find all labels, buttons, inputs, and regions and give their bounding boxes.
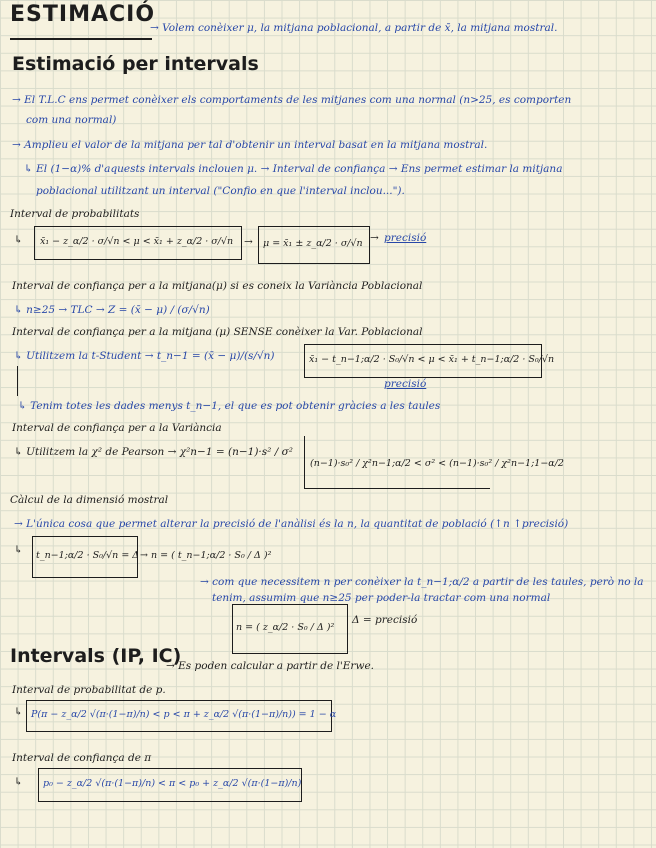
sample-size-formula: t_n−1;α/2 · S₀/√n = Δ [36,550,140,561]
variance-bracket-left [304,436,305,488]
t-interval-formula: x̄₁ − t_n−1;α/2 · S₀/√n < μ < x̄₁ + t_n−1;α/2 · S₀/√n [309,354,555,365]
ci-variance-title: Interval de confiança per a la Variància [12,422,222,434]
arrow-glyph: ↳ [14,706,23,718]
precision-arrow-1: → [370,232,379,244]
t-student-line: ↳ Utilitzem la t-Student → t_n−1 = (x̄ − μ)/(s/√n) [14,350,275,362]
variance-bracket-bottom [304,488,490,489]
ci-unknown-title: Interval de confiança per a la mitjana (μ) SENSE conèixer la Var. Poblacional [12,326,423,338]
tables-note: ↳ Tenim totes les dades menys t_n−1, el que es pot obtenir gràcies a les taules [18,400,441,412]
pearson-line: ↳ Utilitzem la χ² de Pearson → χ²n−1 = (n−1)·s² / σ² [14,446,293,458]
pm-formula: μ = x̄₁ ± z_α/2 · σ/√n [263,238,363,249]
arrow-glyph: ↳ [14,776,23,788]
delta-precision-label: Δ = precisió [352,614,418,626]
ip-formula: P(π − z_α/2 √(π·(1−π)/n) < p < π + z_α/2 √(π·(1−π)/n)) = 1 − α [31,709,337,720]
sample-size-note-continuation: tenim, assumim que n≥25 per poder-la tractar com una normal [212,592,551,604]
page-title: ESTIMACIÓ [10,2,156,27]
tlc-bullet-continuation: com una normal) [26,114,117,126]
title-definition: → Volem conèixer μ, la mitjana poblacional, a partir de x̄, la mitjana mostral. [150,22,558,34]
arrow-to-pm: → [244,236,253,248]
title-underline [10,38,152,40]
precision-label-1: precisió [384,232,427,244]
section2-subtitle: → Es poden calcular a partir de l'Erwe. [166,660,374,672]
variance-interval-formula: (n−1)·s₀² / χ²n−1;α/2 < σ² < (n−1)·s₀² / χ²n−1;1−α/2 [310,458,564,469]
arrow-glyph: ↳ [14,234,23,246]
amplify-bullet: → Amplieu el valor de la mitjana per tal d'obtenir un interval basat en la mitjana mostral. [12,139,488,151]
section-title-intervals-ip-ic: Intervals (IP, IC) [10,645,182,667]
ci-known-title: Interval de confiança per a la mitjana(μ) si es coneix la Variància Poblacional [12,280,423,292]
ip-title: Interval de probabilitat de p. [12,684,166,696]
precision-label-2: precisió [384,378,427,390]
sample-size-intro: → L'única cosa que permet alterar la precisió de l'anàlisi és la n, la quantitat de població (↑n ↑precisió) [14,518,569,530]
left-bracket-unknown [17,366,18,396]
prob-interval-title: Interval de probabilitats [10,208,140,220]
tlc-bullet: → El T.L.C ens permet conèixer els comportaments de les mitjanes com una normal (n>25, es comporten [12,94,572,106]
section-title-estimation-intervals: Estimació per intervals [12,53,259,75]
sample-size-note: → com que necessitem n per conèixer la t_n−1;α/2 a partir de les taules, però no la [200,576,644,588]
ic-title: Interval de confiança de π [12,752,152,764]
prob-interval-formula: x̄₁ − z_α/2 · σ/√n < μ < x̄₁ + z_α/2 · σ/√n [40,236,234,247]
z-sample-size-formula: n = ( z_α/2 · S₀ / Δ )² [236,622,335,633]
n-formula: → n = ( t_n−1;α/2 · S₀ / Δ )² [140,550,272,561]
confidence-bullet-continuation: poblacional utilitzant un interval ("Confio en que l'interval inclou..."). [36,185,405,197]
confidence-bullet: ↳ El (1−α)% d'aquests intervals inclouen μ. → Interval de confiança → Ens permet estimar la mitjana [24,163,563,175]
ic-formula: p₀ − z_α/2 √(π·(1−π)/n) < π < p₀ + z_α/2 √(π·(1−π)/n) [43,778,302,789]
ci-known-formula: ↳ n≥25 → TLC → Z = (x̄ − μ) / (σ/√n) [14,304,210,316]
sample-size-title: Càlcul de la dimensió mostral [10,494,169,506]
arrow-glyph: ↳ [14,544,23,556]
